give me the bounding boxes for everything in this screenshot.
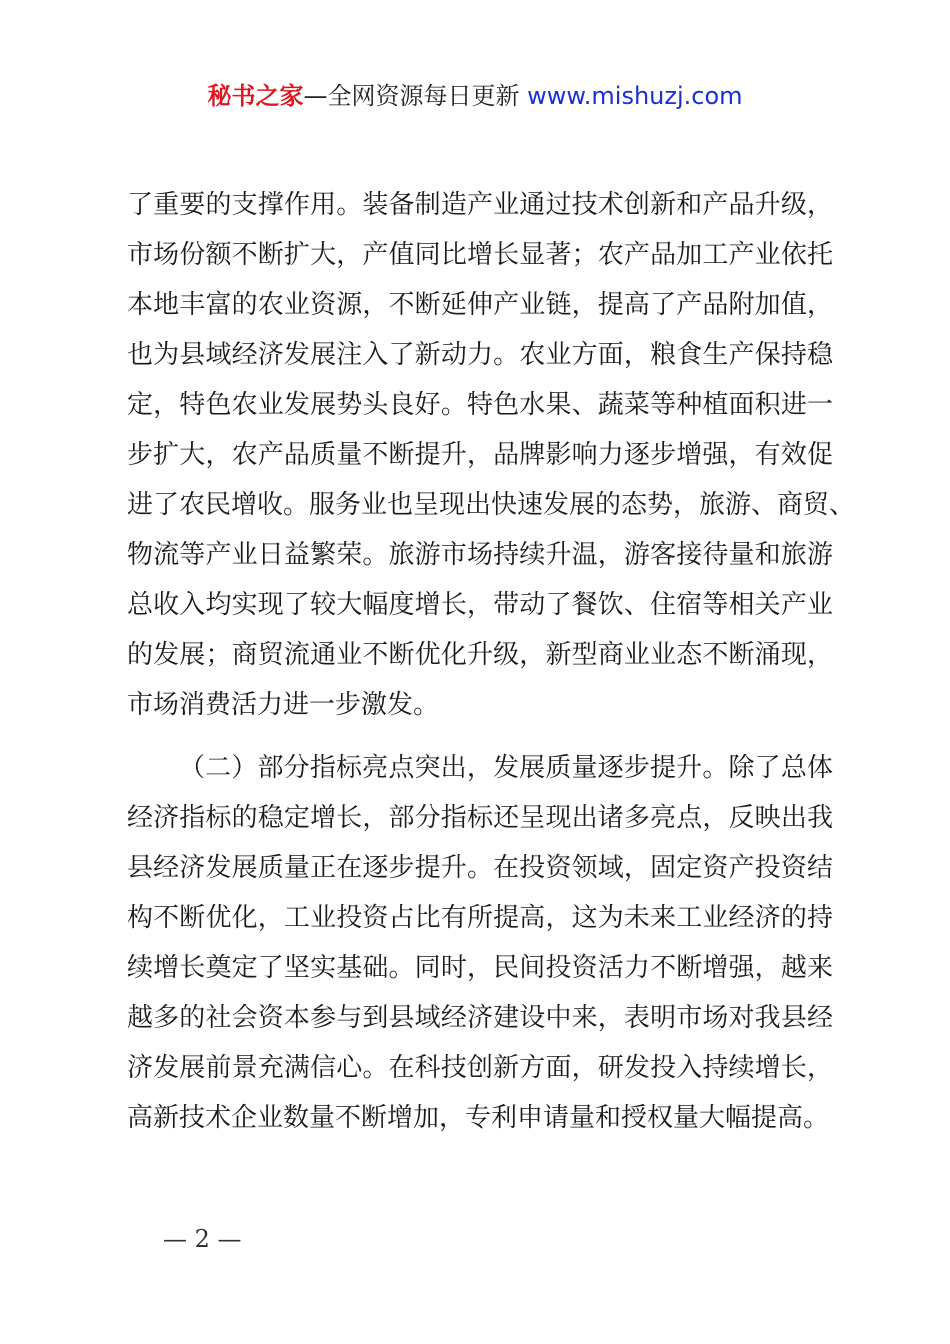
text-line: 经济指标的稳定增长，部分指标还呈现出诸多亮点，反映出我 [127, 803, 833, 833]
text-line: 本地丰富的农业资源，不断延伸产业链，提高了产品附加值， [127, 290, 833, 320]
text-line: 的发展；商贸流通业不断优化升级，新型商业业态不断涌现， [127, 640, 833, 670]
document-body [127, 180, 856, 1143]
text-line: 了重要的支撑作用。装备制造产业通过技术创新和产品升级， [127, 190, 833, 220]
text-line: 定，特色农业发展势头良好。特色水果、蔬菜等种植面积进一 [127, 390, 833, 420]
text-line: 县经济发展质量正在逐步提升。在投资领域，固定资产投资结 [127, 853, 833, 883]
text-line: 济发展前景充满信心。在科技创新方面，研发投入持续增长， [127, 1053, 833, 1083]
paragraph-economy-sectors [127, 180, 856, 730]
header-tagline: —全网资源每日更新 [303, 82, 520, 110]
text-line: 也为县域经济发展注入了新动力。农业方面，粮食生产保持稳 [127, 340, 833, 370]
page-header [0, 78, 950, 114]
brand-name: 秘书之家 [207, 82, 304, 110]
text-line: 物流等产业日益繁荣。旅游市场持续升温，游客接待量和旅游 [127, 540, 833, 570]
text-line: 越多的社会资本参与到县域经济建设中来，表明市场对我县经 [127, 1003, 833, 1033]
paragraph-gap [127, 730, 833, 743]
text-line: 步扩大，农产品质量不断提升，品牌影响力逐步增强，有效促 [127, 440, 833, 470]
page-number: — 2 — [163, 1225, 242, 1253]
text-line: 总收入均实现了较大幅度增长，带动了餐饮、住宿等相关产业 [127, 590, 833, 620]
text-line: 进了农民增收。服务业也呈现出快速发展的态势，旅游、商贸、 [127, 490, 856, 520]
text-line: 市场份额不断扩大，产值同比增长显著；农产品加工产业依托 [127, 240, 833, 270]
text-line: 高新技术企业数量不断增加，专利申请量和授权量大幅提高。 [127, 1103, 830, 1133]
text-line: 构不断优化，工业投资占比有所提高，这为未来工业经济的持 [127, 903, 833, 933]
site-url-link[interactable]: www.mishuzj.com [527, 82, 743, 110]
paragraph-indicator-highlights [127, 743, 833, 1143]
text-line: 市场消费活力进一步激发。 [127, 690, 440, 720]
text-line: （二）部分指标亮点突出，发展质量逐步提升。除了总体 [179, 753, 833, 783]
text-line: 续增长奠定了坚实基础。同时，民间投资活力不断增强，越来 [127, 953, 833, 983]
